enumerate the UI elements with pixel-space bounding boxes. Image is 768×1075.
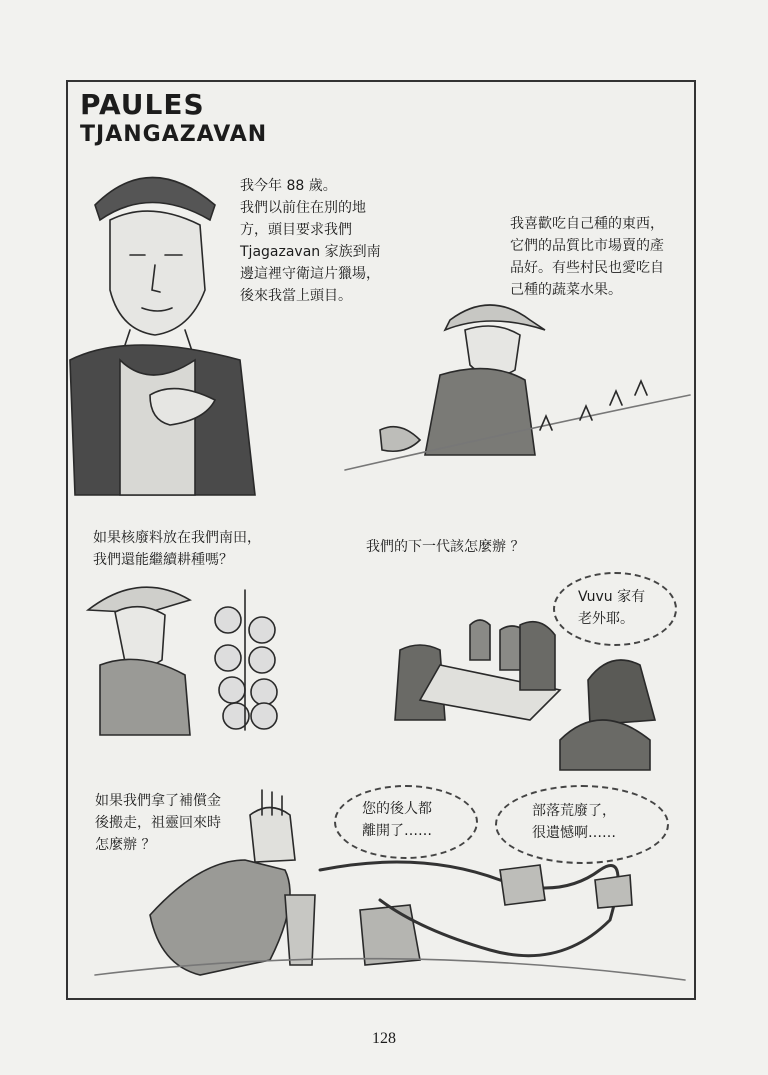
old-man-with-radioactive-fruit-illustration [88, 587, 277, 735]
speech-bubble-tribe-text: 部落荒廢了， 很遺憾啊…… [532, 803, 616, 841]
caption-compensation: 如果我們拿了補償金 後搬走，祖靈回來時 怎麼辦 ？ [95, 793, 221, 853]
caption-intro: 我今年 88 歲。 我們以前住在別的地 方，頭目要求我們 Tjagazavan 家族到南 邊這裡守衛這片獵場， 後來我當上頭目。 [240, 178, 381, 304]
character-name-line2: TJANGAZAVAN [80, 122, 268, 147]
caption-nuclear-waste: 如果核廢料放在我們南田， 我們還能繼續耕種嗎？ [93, 530, 261, 568]
character-name-line1: PAULES [80, 88, 205, 121]
caption-garden: 我喜歡吃自己種的東西， 它們的品質比市場賣的產 品好。有些村民也愛吃自 己種的蔬菜水果。 [510, 216, 664, 298]
speech-bubble-descendants-text: 您的後人都 離開了…… [362, 801, 432, 839]
caption-next-generation: 我們的下一代該怎麼辦 ？ [366, 539, 525, 555]
speech-bubble-vuvu-text: Vuvu 家有 老外耶。 [578, 589, 646, 627]
page-number: 128 [372, 1030, 396, 1047]
gardening-woman-illustration [345, 305, 690, 470]
chief-portrait-illustration [70, 178, 255, 496]
